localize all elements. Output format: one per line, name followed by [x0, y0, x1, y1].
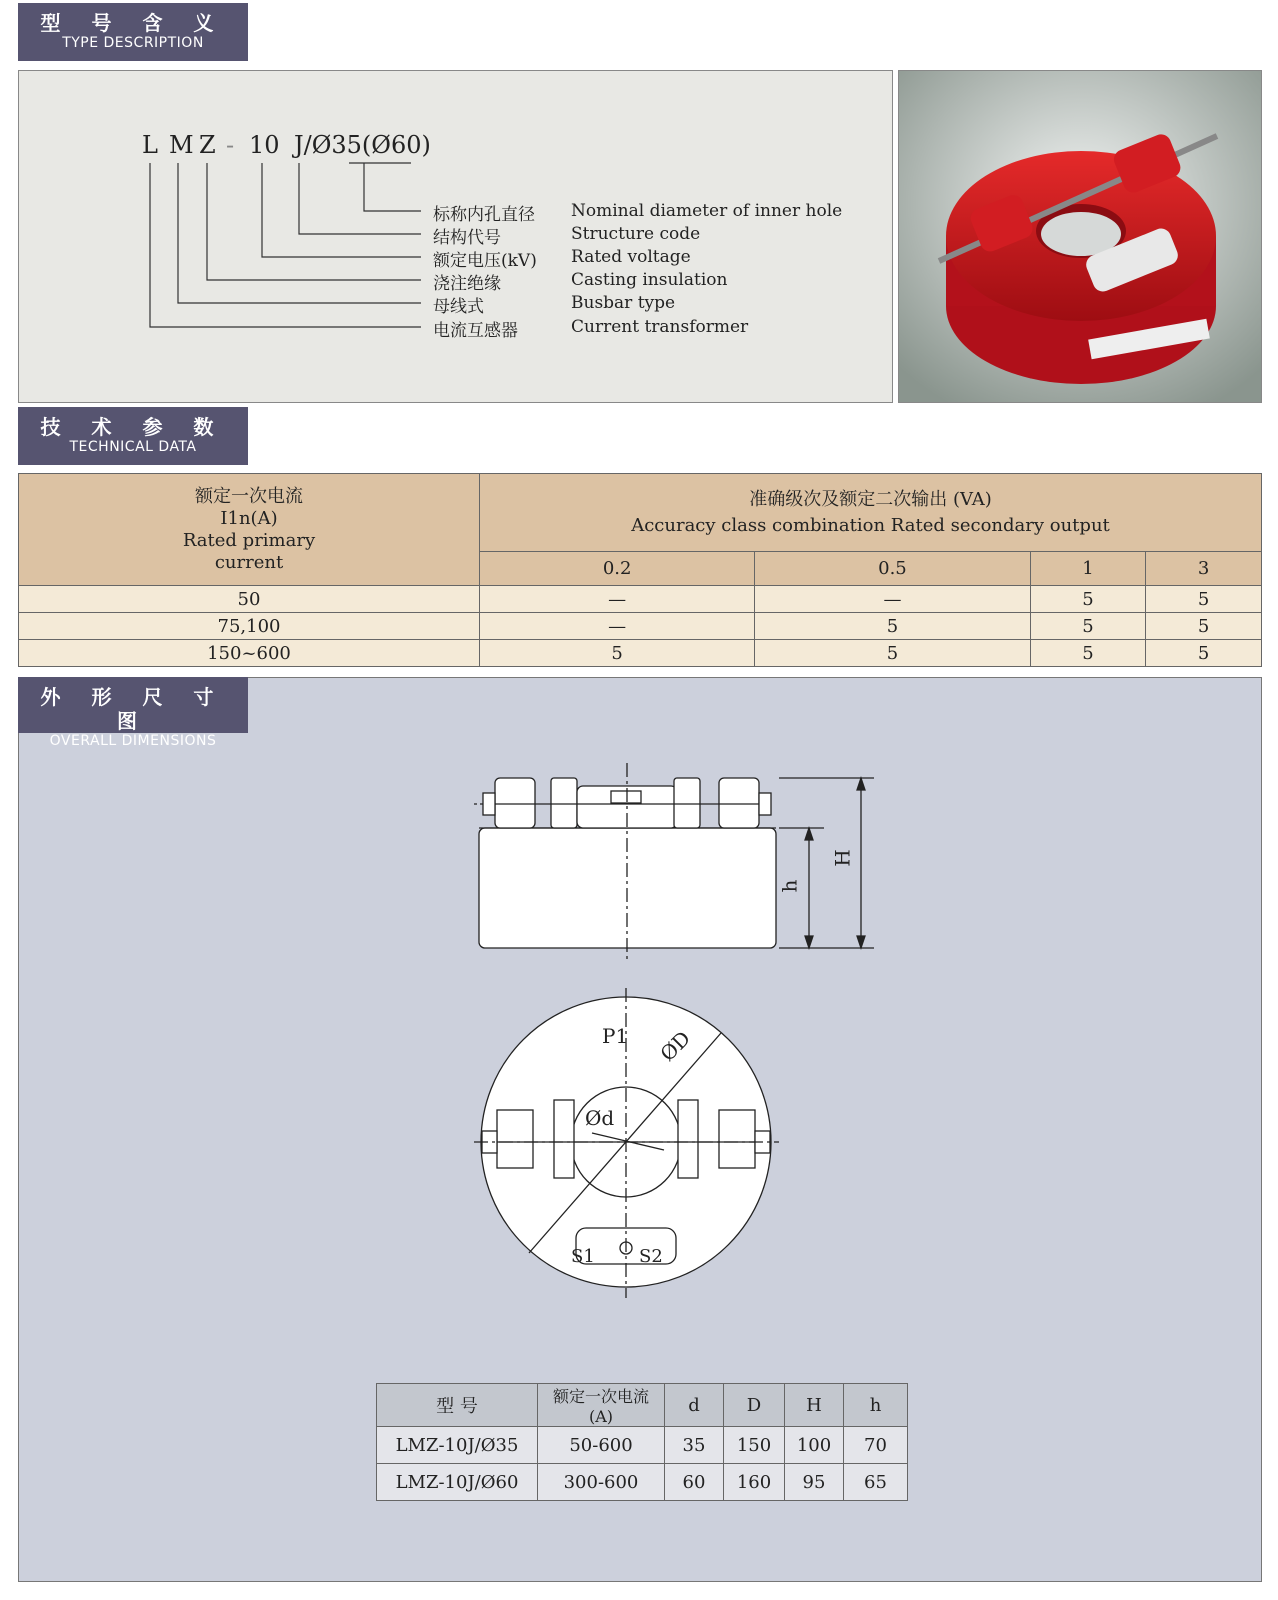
label-zh-busbar: 母线式 — [433, 297, 484, 317]
dim-header-D: D — [724, 1384, 785, 1427]
dim-header-h: h — [844, 1384, 908, 1427]
dim-header-d: d — [665, 1384, 724, 1427]
row-value: — — [755, 586, 1030, 613]
dim-cell: LMZ-10J/Ø35 — [377, 1427, 538, 1464]
dim-section-header — [18, 677, 248, 749]
row-value: 5 — [1146, 640, 1262, 667]
dim-cell: 150 — [724, 1427, 785, 1464]
label-en-ct: Current transformer — [571, 317, 749, 337]
row-value: 5 — [1146, 613, 1262, 640]
label-zh-structure: 结构代号 — [433, 228, 501, 248]
label-zh-ct: 电流互感器 — [433, 321, 518, 341]
label-s1: S1 — [571, 1246, 595, 1267]
row-value: 5 — [755, 613, 1030, 640]
tech-section-title-en: TECHNICAL DATA — [69, 439, 197, 455]
dim-header-H: H — [785, 1384, 844, 1427]
label-outer-diameter: ØD — [655, 1026, 696, 1066]
tech-section-title-zh: 技 术 参 数 — [40, 415, 226, 439]
dim-cell: 60 — [665, 1464, 724, 1501]
type-section-header — [18, 3, 248, 61]
label-en-inner-hole: Nominal diameter of inner hole — [571, 201, 843, 221]
dim-cell: 100 — [785, 1427, 844, 1464]
label-inner-diameter: Ød — [585, 1106, 615, 1130]
label-zh-voltage: 额定电压(kV) — [433, 251, 537, 271]
label-en-structure: Structure code — [571, 224, 701, 244]
row-value: 5 — [480, 640, 755, 667]
row-current: 150~600 — [19, 640, 480, 667]
col1-symbol: I1n(A) — [220, 507, 278, 529]
code-voltage: 10 — [249, 131, 280, 159]
label-en-casting: Casting insulation — [571, 270, 728, 290]
label-en-busbar: Busbar type — [571, 293, 676, 313]
code-structure-diameter: J/Ø35(Ø60) — [294, 131, 431, 159]
row-value: 5 — [1146, 586, 1262, 613]
class-0-5: 0.5 — [755, 552, 1030, 586]
table-row — [19, 586, 1262, 613]
dim-cell: 95 — [785, 1464, 844, 1501]
row-value: 5 — [1030, 586, 1146, 613]
dim-cell: 300-600 — [538, 1464, 665, 1501]
row-value: — — [480, 613, 755, 640]
row-current: 50 — [19, 586, 480, 613]
type-section-title-en: TYPE DESCRIPTION — [62, 35, 204, 51]
type-description-panel — [18, 70, 893, 403]
row-value: 5 — [1030, 613, 1146, 640]
label-en-voltage: Rated voltage — [571, 247, 691, 267]
label-p1: P1 — [602, 1024, 629, 1048]
label-zh-inner-hole: 标称内孔直径 — [433, 205, 535, 225]
dim-header-model: 型 号 — [377, 1384, 538, 1427]
dim-cell: 50-600 — [538, 1427, 665, 1464]
dim-cell: 70 — [844, 1427, 908, 1464]
product-photo — [898, 70, 1262, 403]
table-row — [377, 1464, 908, 1501]
row-value: 5 — [1030, 640, 1146, 667]
row-value: — — [480, 586, 755, 613]
dim-header-current: 额定一次电流(A) — [538, 1384, 665, 1427]
table-row — [19, 613, 1262, 640]
dimensions-table — [376, 1383, 908, 1501]
col2-zh: 准确级次及额定二次输出 (VA) — [749, 488, 992, 510]
col-accuracy-class — [480, 474, 1262, 552]
col-rated-primary-current — [19, 474, 480, 586]
dim-section-title-en: OVERALL DIMENSIONS — [49, 733, 217, 749]
row-current: 75,100 — [19, 613, 480, 640]
dim-cell: LMZ-10J/Ø60 — [377, 1464, 538, 1501]
label-s2: S2 — [639, 1246, 663, 1267]
class-1: 1 — [1030, 552, 1146, 586]
dim-cell: 35 — [665, 1427, 724, 1464]
class-0-2: 0.2 — [480, 552, 755, 586]
col2-en: Accuracy class combination Rated secondary output — [631, 514, 1110, 536]
col1-zh: 额定一次电流 — [195, 485, 303, 507]
col1-en-line1: Rated primary — [182, 529, 316, 551]
type-section-title-zh: 型 号 含 义 — [40, 11, 226, 35]
code-letter-m: M — [169, 131, 194, 159]
label-body-height: h — [777, 879, 802, 893]
technical-data-table — [18, 473, 1262, 667]
class-3: 3 — [1146, 552, 1262, 586]
dim-cell: 65 — [844, 1464, 908, 1501]
col1-en-line2: current — [214, 551, 284, 573]
label-overall-height: H — [830, 849, 855, 867]
table-row — [377, 1427, 908, 1464]
label-zh-casting: 浇注绝缘 — [433, 274, 501, 294]
dim-section-title-zh: 外 形 尺 寸 图 — [40, 685, 226, 733]
table-row — [19, 640, 1262, 667]
dim-cell: 160 — [724, 1464, 785, 1501]
code-dash: - — [226, 131, 235, 159]
code-letter-z: Z — [199, 131, 216, 159]
tech-section-header — [18, 407, 248, 465]
row-value: 5 — [755, 640, 1030, 667]
code-letter-l: L — [142, 131, 158, 159]
